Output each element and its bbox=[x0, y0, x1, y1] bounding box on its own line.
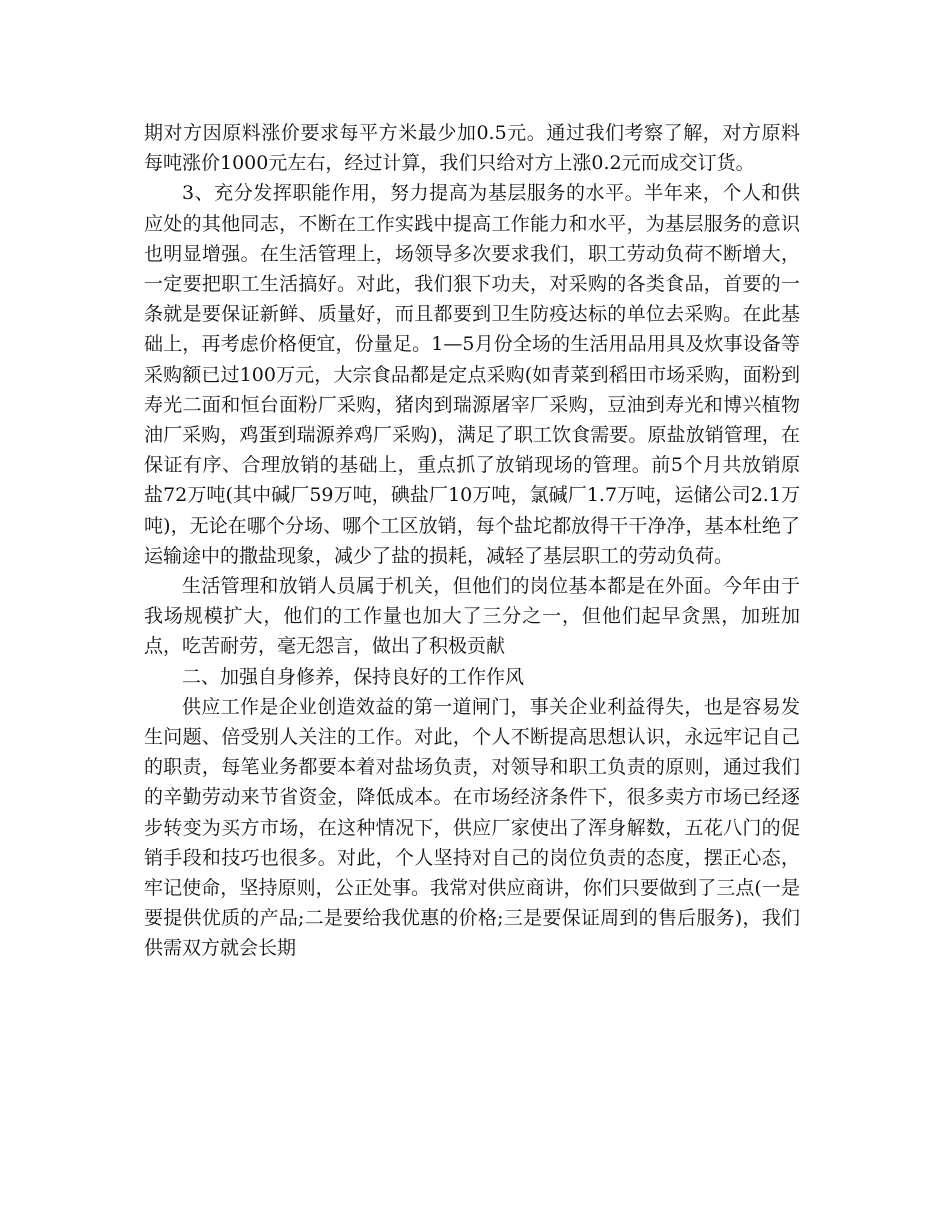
paragraph-continuation: 期对方因原料涨价要求每平方米最少加0.5元。通过我们考察了解，对方原料每吨涨价1000元左右，经过计算，我们只给对方上涨0.2元而成交订货。 bbox=[144, 122, 800, 175]
paragraph-service-level: 3、充分发挥职能作用，努力提高为基层服务的水平。半年来，个人和供应处的其他同志，不断在工作实践中提高工作能力和水平，为基层服务的意识也明显增强。在生活管理上，场领导多次要求我们，职工劳动负荷不断增大，一定要把职工生活搞好。对此，我们狠下功夫，对采购的各类食品，首要的一条就是要保证新鲜、质量好，而且都要到卫生防疫达标的单位去采购。在此基础上，再考虑价格便宜，份量足。1—5月份全场的生活用品用具及炊事设备等采购额已过100万元，大宗食品都是定点采购(如青菜到稻田市场采购，面粉到寿光二面和恒台面粉厂采购，猪肉到瑞源屠宰厂采购，豆油到寿光和博兴植物油厂采购，鸡蛋到瑞源养鸡厂采购)，满足了职工饮食需要。原盐放销管理，在保证有序、合理放销的基础上，重点抓了放销现场的管理。前5个月共放销原盐72万吨(其中碱厂59万吨，碘盐厂10万吨，氯碱厂1.7万吨，运储公司2.1万吨)，无论在哪个分场、哪个工区放销，每个盐坨都放得干干净净，基本杜绝了运输途中的撒盐现象，减少了盐的损耗，减轻了基层职工的劳动负荷。 bbox=[144, 182, 800, 567]
paragraph-staff-contribution: 生活管理和放销人员属于机关，但他们的岗位基本都是在外面。今年由于我场规模扩大，他们的工作量也加大了三分之一，但他们起早贪黑，加班加点，吃苦耐劳，毫无怨言，做出了积极贡献 bbox=[144, 575, 800, 658]
section-heading: 二、加强自身修养，保持良好的工作作风 bbox=[182, 665, 525, 688]
paragraph-supply-work: 供应工作是企业创造效益的第一道闸门，事关企业利益得失，也是容易发生问题、倍受别人关注的工作。对此，个人不断提高思想认识，永远牢记自己的职责，每笔业务都要本着对盐场负责，对领导和职工负责的原则，通过我们的辛勤劳动来节省资金，降低成本。在市场经济条件下，很多卖方市场已经逐步转变为买方市场，在这种情况下，供应厂家使出了浑身解数，五花八门的促销手段和技巧也很多。对此，个人坚持对自己的岗位负责的态度，摆正心态，牢记使命，坚持原则，公正处事。我常对供应商讲，你们只要做到了三点(一是要提供优质的产品;二是要给我优惠的价格;三是要保证周到的售后服务)，我们供需双方就会长期 bbox=[144, 695, 800, 960]
document-page bbox=[144, 118, 800, 964]
